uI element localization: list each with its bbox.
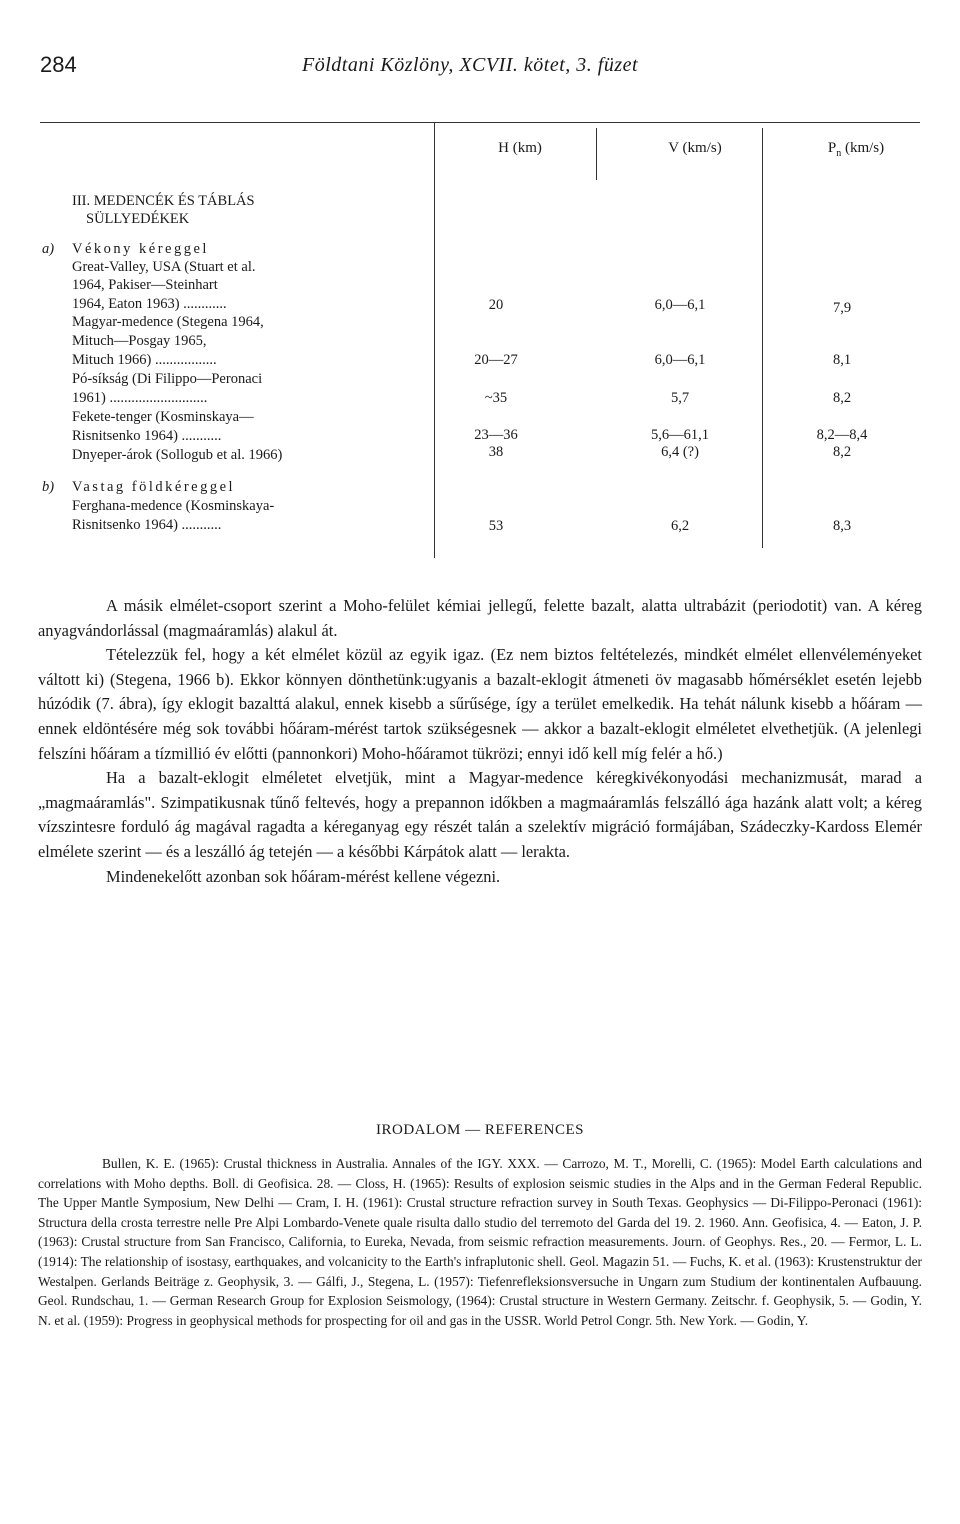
table-row-label: Fekete-tenger (Kosminskaya—: [72, 409, 254, 425]
table-row-label: 1961) ...........................: [72, 390, 208, 406]
table-divider-2: [596, 128, 597, 180]
table-row-label: Risnitsenko 1964) ...........: [72, 428, 222, 444]
column-header-v: V (km/s): [668, 140, 722, 156]
cell-pn: 8,3: [832, 518, 852, 534]
table-row-label: Magyar-medence (Stegena 1964,: [72, 314, 264, 330]
paragraph: A másik elmélet-csoport szerint a Moho-felület kémiai jellegű, felette bazalt, alatta ultrabázit (periodotit) van. A kéreg anyagvándorlással (magmaáramlás) alakul át.: [38, 596, 922, 640]
section-title-line-2: SÜLLYEDÉKEK: [86, 211, 190, 227]
cell-v: 6,2: [670, 518, 690, 534]
cell-pn: 8,2: [832, 444, 852, 460]
cell-v: 6,0—6,1: [654, 352, 706, 368]
journal-title: Földtani Közlöny, XCVII. kötet, 3. füzet: [302, 54, 639, 76]
group-a-label: a): [42, 241, 55, 257]
cell-v: 5,7: [670, 390, 690, 406]
group-a-title: Vékony kéreggel: [72, 241, 209, 257]
cell-h: 38: [488, 444, 504, 460]
table-row-label: Great-Valley, USA (Stuart et al.: [72, 259, 256, 275]
cell-pn: 8,2: [832, 390, 852, 406]
table-divider-1: [434, 122, 435, 558]
cell-v: 6,0—6,1: [654, 297, 706, 313]
table-divider-3: [762, 128, 763, 548]
cell-h: 53: [488, 518, 504, 534]
column-header-pn: $P_n$ (km/s): [827, 140, 885, 159]
group-b-label: b): [42, 479, 55, 495]
table-row-label: Ferghana-medence (Kosminskaya-: [72, 498, 275, 514]
cell-pn: 8,2—8,4: [816, 427, 868, 443]
paragraph: Tételezzük fel, hogy a két elmélet közül az egyik igaz. (Ez nem biztos feltételezés, mindkét elmélet ellenvéleményeket váltott ki) (Stegena, 1966 b). Ekkor könnyen dönthetünk:ugyanis a bazalt-eklogit átmeneti öv magasabb hőmérséklet esetén lejebb húzódik (7. ábra), így eklogit bazalttá alakul, ennek kisebb a sűrűsége, így a terület emelkedik. Ha tehát nálunk kisebb a hőáram — ennek eldöntésére még sok további hőáram-mérést tartok szükségesnek — akkor a bazalt-eklogit elméletet elvethetjük. (A jelenlegi felszíni hőáram a tízmillió év előtti (pannonkori) Moho-hőáramot tükrözi; ennyi idő kell míg felér a hő.): [38, 645, 922, 763]
cell-pn: 8,1: [832, 352, 852, 368]
cell-pn: 7,9: [832, 300, 852, 316]
cell-v: 6,4 (?): [661, 444, 699, 460]
table-row-label: Risnitsenko 1964) ...........: [72, 517, 222, 533]
cell-h: 20: [488, 297, 504, 313]
table-row-label: Pó-síkság (Di Filippo—Peronaci: [72, 371, 263, 387]
paragraph: Mindenekelőtt azonban sok hőáram-mérést kellene végezni.: [106, 866, 501, 886]
table-row-label: Mituch—Posgay 1965,: [72, 333, 207, 349]
cell-h: 23—36: [474, 427, 518, 443]
section-title-line-1: III. MEDENCÉK ÉS TÁBLÁS: [72, 193, 255, 209]
references-text: Bullen, K. E. (1965): Crustal thickness in Australia. Annales of the IGY. XXX. — Carrozo, M. T., Morelli, C. (1965): Model Earth calculations and correlations with Moho depths. Boll. di Geofisica. 28. — Closs, H. (1965): Results of explosion seismic studies in the Alps and in the German Federal Republic. The Upper Mantle Symposium, New Delhi — Cram, I. H. (1961): Crustal structure refraction survey in South Texas. Geophysics — Di-Filippo-Peronaci (1961): Structura della crosta terrestre nelle Pre Alpi Lombardo-Venete quale risulta dallo studio del terremoto del Garda del 19. 2. 1960. Ann. Geofisica, 4. — Eaton, J. P. (1963): Crustal structure from San Francisco, California, to Eureka, Nevada, from seismic refraction measurements. Journ. of Geophys. Res., 20. — Fermor, L. L. (1914): The relationship of isostasy, earthquakes, and volcanicity to the Earth's infraplutonic shell. Geol. Magazin 51. — Fuchs, K. et al. (1963): Krustenstruktur der Westalpen. Gerlands Beiträge z. Geophysik, 3. — Gálfi, J., Stegena, L. (1957): Tiefenrefleksionsversuche in Ungarn zum Studium der kontinentalen Aufbauung. Geol. Rundschau, 1. — German Research Group for Explosion Seismology, (1964): Crustal structure in Western Germany. Zeitschr. f. Geophysik, 5. — Godin, Y. N. et al. (1959): Progress in geophysical methods for prospecting for oil and gas in the USSR. World Petrol Congr. 5th. New York. — Godin, Y.: [38, 1156, 922, 1328]
cell-h: 20—27: [474, 352, 518, 368]
page-number: 284: [40, 52, 77, 77]
group-b-title: Vastag földkéreggel: [72, 479, 236, 495]
cell-v: 5,6—61,1: [651, 427, 709, 443]
table-top-rule: [40, 122, 920, 123]
table-row-label: Mituch 1966) .................: [72, 352, 217, 368]
table-row-label: 1964, Eaton 1963) ............: [72, 296, 227, 312]
table-row-label: 1964, Pakiser—Steinhart: [72, 277, 218, 293]
body-text: [38, 594, 922, 889]
column-header-h: H (km): [498, 140, 542, 156]
paragraph: Ha a bazalt-eklogit elméletet elvetjük, mint a Magyar-medence kéregkivékonyodási mechanizmusát, marad a „magmaáramlás". Szimpatikusnak tűnő feltevés, hogy a prepannon időkben a magmaáramlás felszálló ága hazánk alatt volt; a kéreg vízszintesre forduló ág magával ragadta a kéreganyag egy részét talán a szelektív migráció formájában, Szádeczky-Kardoss Elemér elmélete szerint — és a leszálló ág tetején — a későbbi Kárpátok alatt — lerakta.: [38, 768, 922, 861]
table-row-label: Dnyeper-árok (Sollogub et al. 1966): [72, 447, 283, 463]
cell-h: ~35: [484, 390, 508, 406]
page-header: [40, 52, 920, 88]
references-title: IRODALOM — REFERENCES: [375, 1122, 584, 1138]
